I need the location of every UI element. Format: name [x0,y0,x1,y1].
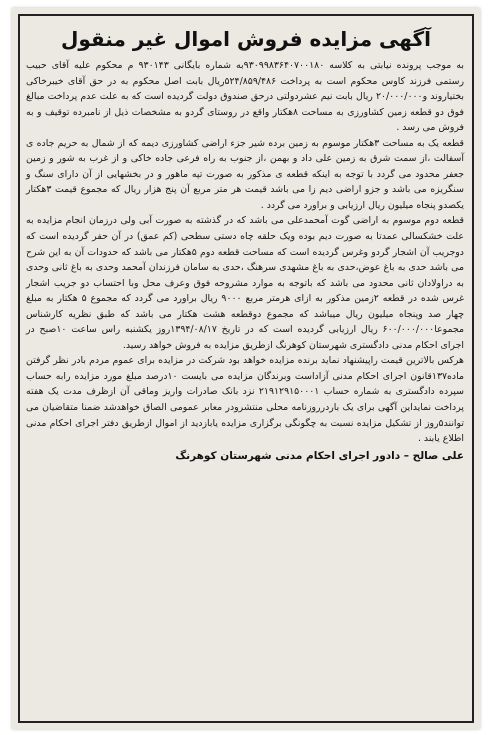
newspaper-clipping [12,8,480,729]
notice-border [18,14,474,723]
notice-title: آگهی مزایده فروش اموال غیر منقول [61,27,431,51]
paragraph-auction-terms: هرکس بالاترین قیمت راپیشنهاد نماید برنده مزایده خواهد بود شرکت در مزایده برای عموم مردم بادر نظر گرفتن ماده۱۳۷قانون اجرای احکام مدنی آزاداست وبرندگان مزایده می بایست ۱۰درصد مبلغ مورد مزایده رابه حساب سپرده دادگستری به شماره حساب ۲۱۹۱۲۹۱۵۰۰۰۱ نزد بانک صادرات واریز وماقی آن ازظرف مدت یک هفته پرداخت نمایداین آگهی برای یک باردرروزنامه محلی منتشرودر معابر عمومی الصاق خواهدشد ضمنا متقاضیان می توانند۵روز از تشکیل مزایده نسبت به چگونگی برگزاری مزایده یابازدید از اموال ازطریق دفتر اجرای احکام مدنی اطلاع یابند . [26,355,464,445]
signature-line: علی صالح – دادور اجرای احکام مدنی شهرستان کوهرنگ [175,449,464,462]
paragraph-parcel-two: قطعه دوم موسوم به اراضی گوت آمحمدعلی می باشد که در گذشته به صورت آبی ولی درزمان انجام مزایده به علت خشکسالی عمدتا به صورت دیم بوده ویک حلقه چاه دستی سطحی (کم عمق) در آن حفر گردیده است که دوجریب آن اشجار گردو وغرس گردیده است که مساحت قطعه دوم ۵هکتار می باشد که حدودات آن به این شرح می باشد حدی به باغ عوض،حدی به باغ مشهدی سرهنگ ،حدی به سامان فرزندان آمحمد وحدی به باغ ثانی وحدی به دراولادان ثانی محدود می باشد که باتوجه به موارد مشروحه فوق وعرف محل وبا احتساب دو جریب اشجار غرس شده در قطعه ۲زمین مذکور به ازای هرمتر مربع ۹۰۰۰ ریال براورد می گردد که مجموع ۵ هکتار به مبلغ چهار صد وپنجاه میلیون ریال میباشد که مجموع دوقطعه هشت هکتار می باشد که طبق نظریه کارشناس مجموعا۶۰۰/۰۰۰/۰۰۰ ریال ارزیابی گردیده است که در تاریخ ۱۳۹۴/۰۸/۱۷روز یکشنبه راس ساعت ۱۰صبح در اجرای احکام مدنی دادگستری شهرستان کوهرنگ ازطریق مزایده به فروش خواهد رسید. [26,215,464,351]
notice-body [20,58,472,447]
paragraph-case-details: به موجب پرونده نیابتی به کلاسه ۹۳۰۹۹۸۳۶۴۰۷۰۰۱۸۰به شماره بایگانی ۹۳۰۱۴۳ م محکوم علیه آقای حبیب رستمی فرزند کاوس محکوم است به پرداخت ۵۲۴/۸۵۹/۴۸۶ریال بابت اصل محکوم به در حق آقای خیبرخاکی بختیاروند و۲۰/۰۰۰/۰۰۰ ریال بابت نیم عشردولتی درحق صندوق دولت گردیده است که به علت عدم پرداخت مبالغ فوق دو قطعه زمین کشاورزی به مساحت ۸هکتار واقع در روستای گردو به مشخصات ذیل از نامبرده توقیف و به فروش می رسد . [26,60,464,134]
paragraph-parcel-one: قطعه یک به مساحت ۳هکتار موسوم به زمین برده شیر جزء اراضی کشاورزی دیمه که از شمال به حریم جاده ی آسفالت ،از سمت شرق به زمین علی داد و بهمن ،از جنوب به راه فرعی جاده خاکی و از غرب به شور و زمین جعفر محدود می گردد با توجه به اینکه قطعه ی مذکور به صورت تپه ماهور و در بخشهایی از آن دارای سنگ و سنگریزه می باشد و جزو اراضی دیم زا می باشد قیمت هر متر مربع آن پنج هزار ریال که مجموع قیمت ۳هکتار یکصدو پنجاه میلیون ریال ارزیابی و براورد می گردد . [26,137,464,211]
